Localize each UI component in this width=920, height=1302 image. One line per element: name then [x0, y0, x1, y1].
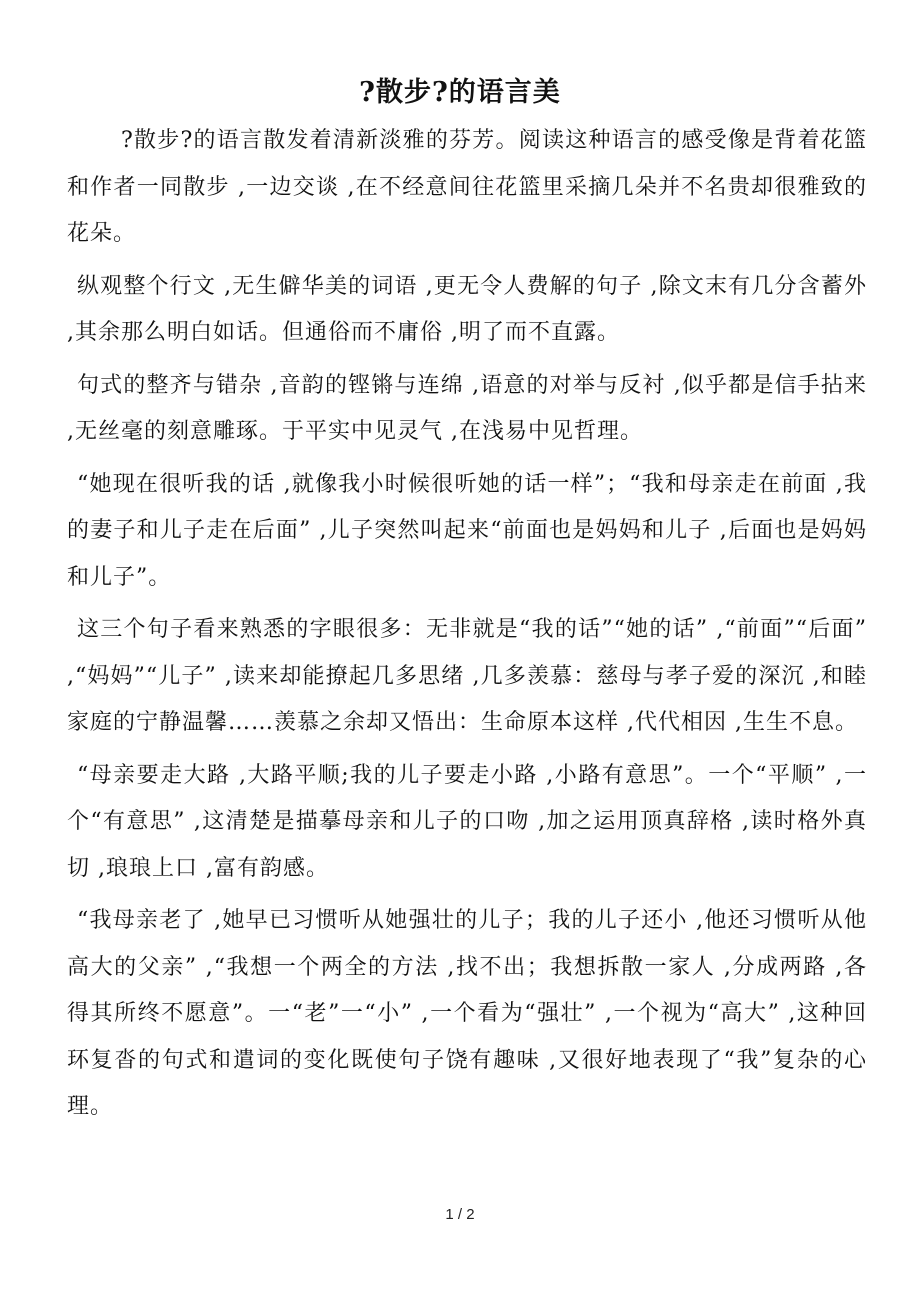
document-title: ?散步?的语言美 — [359, 77, 561, 108]
paragraph-3: 句式的整齐与错杂 ,音韵的铿锵与连绵 ,语意的对举与反衬 ,似乎都是信手拈来 ,无丝毫的刻意雕琢。于平实中见灵气 ,在浅易中见哲理。 — [67, 372, 867, 444]
document-body — [67, 118, 867, 1137]
page-number: 1 / 2 — [445, 1206, 475, 1223]
paragraph-7: “我母亲老了 ,她早已习惯听从她强壮的儿子；我的儿子还小 ,他还习惯听从他高大的父亲” ,“我想一个两全的方法 ,找不出；我想拆散一家人 ,分成两路 ,各得其所终不愿意”。一“老”一“小” ,一个看为“强壮” ,一个视为“高大” ,这种回环复沓的句式和遣词的变化既使句子饶有趣味 ,又很好地表现了“我”复杂的心理。 — [67, 908, 867, 1119]
paragraph-1: ?散步?的语言散发着清新淡雅的芬芳。阅读这种语言的感受像是背着花篮和作者一同散步 ,一边交谈 ,在不经意间往花篮里采摘几朵并不名贵却很雅致的花朵。 — [67, 128, 867, 246]
paragraph-5: 这三个句子看来熟悉的字眼很多：无非就是“我的话”“她的话” ,“前面”“后面” ,“妈妈”“儿子” ,读来却能撩起几多思绪 ,几多羡慕：慈母与孝子爱的深沉 ,和睦家庭的宁静温馨……羡慕之余却又悟出：生命原本这样 ,代代相因 ,生生不息。 — [67, 617, 867, 735]
paragraph-6: “母亲要走大路 ,大路平顺;我的儿子要走小路 ,小路有意思”。一个“平顺” ,一个“有意思” ,这清楚是描摹母亲和儿子的口吻 ,加之运用顶真辞格 ,读时格外真切 ,琅琅上口 ,富有韵感。 — [67, 762, 867, 881]
paragraph-2: 纵观整个行文 ,无生僻华美的词语 ,更无令人费解的句子 ,除文末有几分含蓄外 ,其余那么明白如话。但通俗而不庸俗 ,明了而不直露。 — [67, 273, 867, 345]
paragraph-4: “她现在很听我的话 ,就像我小时候很听她的话一样”；“我和母亲走在前面 ,我的妻子和儿子走在后面” ,儿子突然叫起来“前面也是妈妈和儿子 ,后面也是妈妈和儿子”。 — [67, 471, 867, 590]
